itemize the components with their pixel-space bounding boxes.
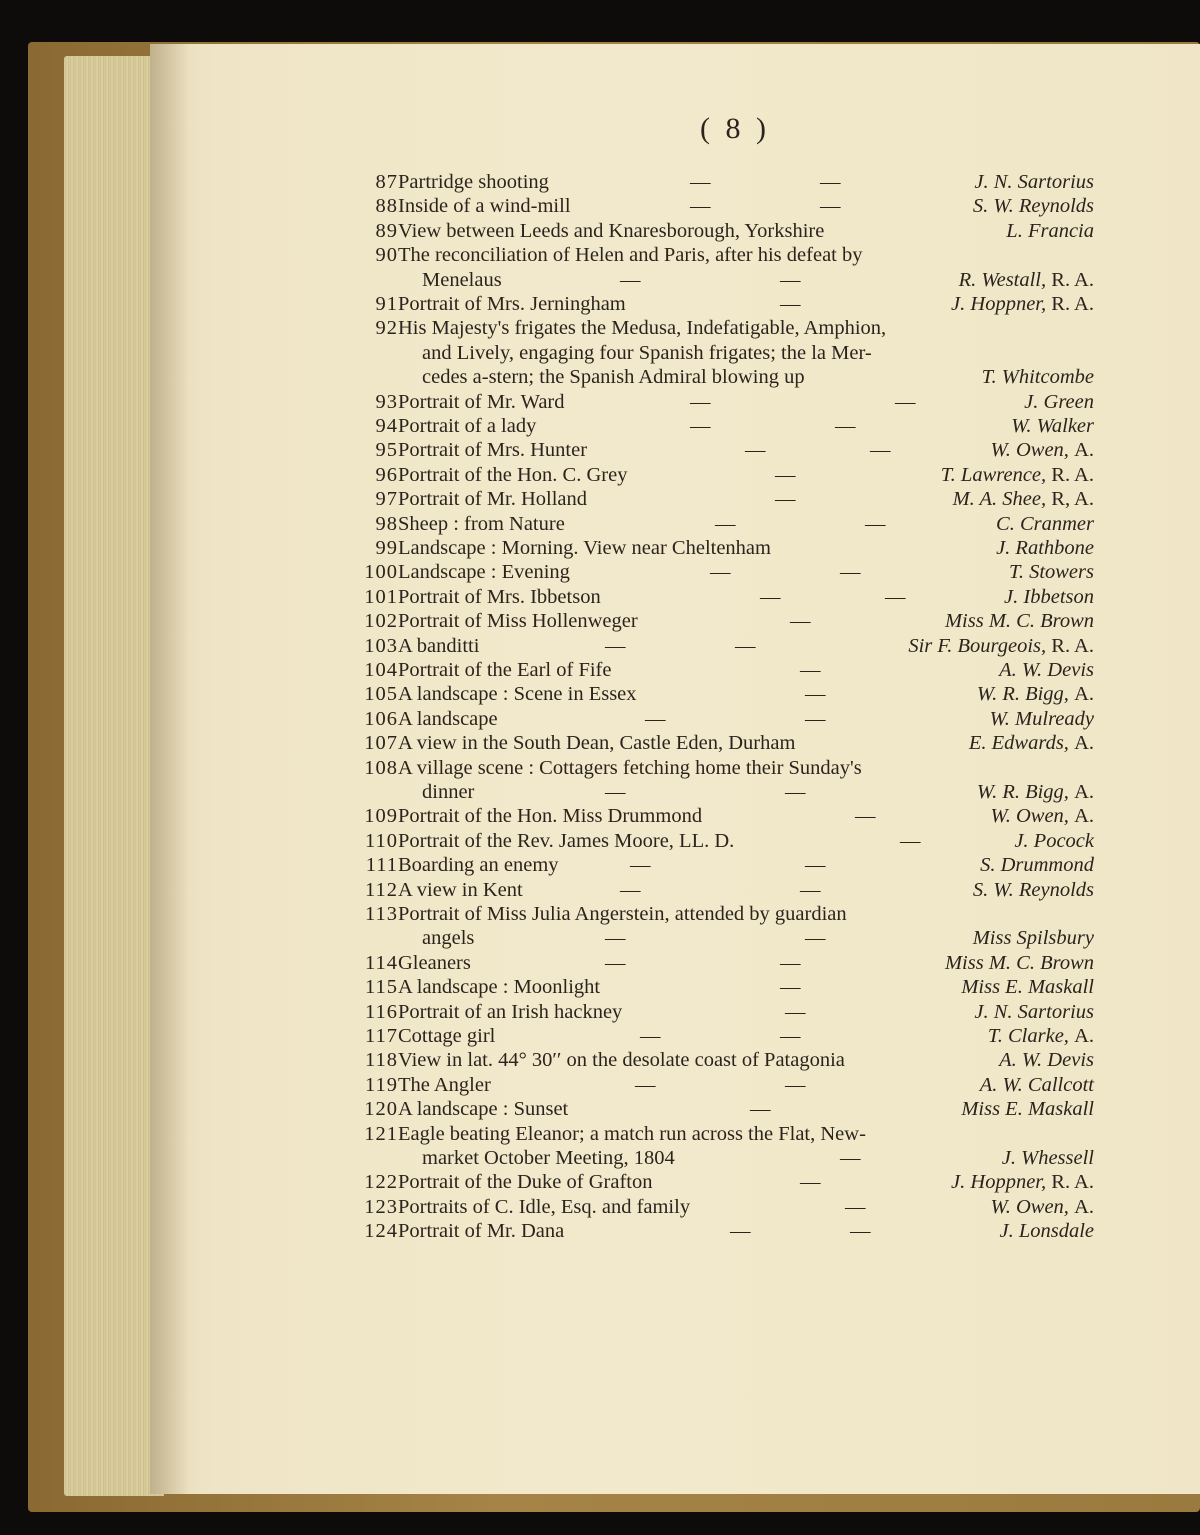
entry-title: A landscape xyxy=(398,707,498,730)
entry-number: 100 xyxy=(364,561,398,584)
entry-title: A view in the South Dean, Castle Eden, Durham xyxy=(398,732,796,755)
catalogue-entry xyxy=(330,1073,1100,1098)
entry-number: 99 xyxy=(375,537,398,559)
leader-dash: — xyxy=(805,854,826,877)
leader-dash: — xyxy=(780,293,801,315)
artist-name: M. A. Shee, xyxy=(952,488,1047,511)
artist-name: J. Hoppner, xyxy=(951,1171,1047,1194)
entry-number: 89 xyxy=(375,219,398,242)
entry-title: Portrait of Mr. Dana xyxy=(398,1220,565,1243)
entry-artist xyxy=(974,1000,1094,1025)
entry-artist xyxy=(973,878,1094,903)
entry-artist xyxy=(961,1097,1094,1122)
entry-title: Portrait of Miss Julia Angerstein, attended by guardian xyxy=(398,903,847,925)
entry-title: Portrait of Mr. Ward xyxy=(398,390,565,413)
artist-name: A. W. Devis xyxy=(999,1049,1094,1072)
artist-name: J. Lonsdale xyxy=(999,1220,1094,1243)
entry-title: Landscape : Morning. View near Cheltenham xyxy=(398,537,771,559)
entry-artist xyxy=(953,487,1094,512)
entry-artist xyxy=(990,707,1094,732)
artist-name: W. Mulready xyxy=(989,707,1094,730)
catalogue-entry xyxy=(330,951,1100,976)
artist-name: W. Owen, xyxy=(990,1195,1069,1218)
entry-title: Sheep : from Nature xyxy=(398,512,565,535)
entry-number: 117 xyxy=(365,1025,398,1047)
entry-title: Portrait of Mrs. Ibbetson xyxy=(398,585,601,608)
catalogue-entry xyxy=(330,1024,1100,1049)
entry-artist xyxy=(1011,414,1094,439)
entry-artist xyxy=(1004,585,1094,610)
entry-title: Landscape : Evening xyxy=(398,561,570,584)
leader-dash: — xyxy=(605,781,626,803)
catalogue-entry xyxy=(330,1048,1100,1073)
entry-title: Gleaners xyxy=(398,951,471,974)
catalogue-entry xyxy=(330,463,1100,488)
artist-rank: A. xyxy=(1074,1195,1094,1218)
catalogue-entry xyxy=(330,219,1100,244)
entry-artist xyxy=(991,438,1094,463)
artist-name: Sir F. Bourgeois, xyxy=(908,634,1047,657)
entry-title: Portrait of the Duke of Grafton xyxy=(398,1171,653,1194)
artist-name: S. Drummond xyxy=(980,854,1094,877)
catalogue-entry xyxy=(330,829,1100,854)
entry-title: Boarding an enemy xyxy=(398,854,559,877)
artist-name: Miss M. C. Brown xyxy=(944,610,1094,633)
leader-dash: — xyxy=(805,927,826,950)
entry-artist xyxy=(991,804,1094,829)
catalogue-entry xyxy=(330,1097,1100,1122)
catalogue-entry xyxy=(330,536,1100,561)
leader-dash: — xyxy=(690,415,711,437)
catalogue-entry xyxy=(330,194,1100,219)
artist-name: S. W. Reynolds xyxy=(972,878,1094,901)
leader-dash: — xyxy=(690,390,711,413)
leader-dash: — xyxy=(735,634,756,657)
leader-dash: — xyxy=(690,195,711,218)
entry-title: angels xyxy=(422,927,475,950)
artist-rank: R, A. xyxy=(1051,488,1094,511)
entry-title: A banditti xyxy=(398,634,480,657)
entry-number: 98 xyxy=(375,512,398,535)
leader-dash: — xyxy=(785,1000,806,1023)
leader-dash: — xyxy=(840,1147,861,1169)
leader-dash: — xyxy=(865,512,886,535)
leader-dash: — xyxy=(780,951,801,974)
leader-dash: — xyxy=(900,829,921,852)
entry-artist xyxy=(977,682,1094,707)
entry-title: Menelaus xyxy=(422,268,502,291)
catalogue-entry xyxy=(330,414,1100,439)
leader-dash: — xyxy=(605,951,626,974)
leader-dash: — xyxy=(800,878,821,901)
entry-number: 103 xyxy=(364,634,398,657)
leader-dash: — xyxy=(790,610,811,633)
page-number: ( 8 ) xyxy=(700,112,770,145)
entry-artist xyxy=(951,292,1094,317)
leader-dash: — xyxy=(745,439,766,462)
entry-number: 119 xyxy=(365,1073,398,1096)
entry-number: 118 xyxy=(365,1049,398,1072)
entry-title: Portrait of an Irish hackney xyxy=(398,1000,623,1023)
artist-rank: R. A. xyxy=(1051,293,1094,315)
entry-number: 109 xyxy=(364,805,398,828)
entry-number: 108 xyxy=(364,756,398,779)
artist-rank: R. A. xyxy=(1051,1171,1094,1194)
catalogue-entry xyxy=(330,341,1100,366)
entry-artist xyxy=(973,926,1094,951)
entry-artist xyxy=(1006,219,1094,244)
entry-title: A landscape : Sunset xyxy=(398,1098,569,1121)
leader-dash: — xyxy=(820,171,841,193)
entry-number: 104 xyxy=(364,659,398,681)
entry-artist xyxy=(982,365,1094,390)
leader-dash: — xyxy=(800,659,821,681)
entry-title: Portrait of Mrs. Hunter xyxy=(398,439,588,462)
leader-dash: — xyxy=(775,488,796,511)
entry-number: 122 xyxy=(364,1171,398,1194)
artist-name: R. Westall, xyxy=(958,268,1047,291)
entry-number: 91 xyxy=(375,293,398,315)
catalogue-entry xyxy=(330,1195,1100,1220)
leader-dash: — xyxy=(690,171,711,193)
leader-dash: — xyxy=(885,585,906,608)
entry-title: Portrait of the Rev. James Moore, LL. D. xyxy=(398,829,735,852)
catalogue-entry xyxy=(330,292,1100,317)
leader-dash: — xyxy=(605,634,626,657)
entry-number: 124 xyxy=(364,1220,398,1243)
catalogue-entry xyxy=(330,658,1100,683)
entry-number: 92 xyxy=(375,317,398,340)
entry-title: Inside of a wind-mill xyxy=(398,195,571,218)
leader-dash: — xyxy=(845,1195,866,1218)
leader-dash: — xyxy=(715,512,736,535)
artist-name: T. Stowers xyxy=(1008,561,1094,584)
entry-artist xyxy=(996,536,1094,561)
artist-rank: A. xyxy=(1074,1025,1094,1047)
artist-name: J. N. Sartorius xyxy=(974,171,1094,193)
entry-artist xyxy=(969,731,1094,756)
catalogue-entry xyxy=(330,512,1100,537)
entry-artist xyxy=(999,1219,1094,1244)
entry-title: Portraits of C. Idle, Esq. and family xyxy=(398,1195,691,1218)
catalogue-entry xyxy=(330,1219,1100,1244)
artist-name: J. N. Sartorius xyxy=(974,1000,1094,1023)
artist-rank: R. A. xyxy=(1051,268,1094,291)
leader-dash: — xyxy=(895,390,916,413)
catalogue-entry xyxy=(330,438,1100,463)
artist-name: Miss M. C. Brown xyxy=(944,951,1094,974)
entry-title: Portrait of Miss Hollenweger xyxy=(398,610,638,633)
entry-title: Portrait of a lady xyxy=(398,415,537,437)
catalogue-entry xyxy=(330,316,1100,341)
entry-artist xyxy=(980,853,1094,878)
leader-dash: — xyxy=(805,707,826,730)
leader-dash: — xyxy=(710,561,731,584)
entry-title: A view in Kent xyxy=(398,878,523,901)
artist-name: J. Ibbetson xyxy=(1004,585,1094,608)
catalogue-entry xyxy=(330,634,1100,659)
entry-number: 97 xyxy=(375,488,398,511)
leader-dash: — xyxy=(835,415,856,437)
catalogue-entry xyxy=(330,975,1100,1000)
catalogue-entry xyxy=(330,878,1100,903)
entry-title: Portrait of the Earl of Fife xyxy=(398,659,612,681)
catalogue-entry xyxy=(330,560,1100,585)
artist-name: Miss Spilsbury xyxy=(972,927,1094,950)
leader-dash: — xyxy=(620,268,641,291)
artist-rank: A. xyxy=(1074,439,1094,462)
entry-number: 106 xyxy=(364,707,398,730)
catalogue-entry xyxy=(330,609,1100,634)
catalogue-entry xyxy=(330,804,1100,829)
catalogue-entry xyxy=(330,243,1100,268)
entry-number: 87 xyxy=(375,171,398,193)
artist-name: S. W. Reynolds xyxy=(972,195,1094,218)
entry-artist xyxy=(980,1073,1094,1098)
artist-name: C. Cranmer xyxy=(996,512,1094,535)
artist-rank: R. A. xyxy=(1051,463,1094,486)
entry-title: His Majesty's frigates the Medusa, Indefatigable, Amphion, xyxy=(398,317,887,340)
catalogue-entry xyxy=(330,585,1100,610)
entry-title: Eagle beating Eleanor; a match run across the Flat, New- xyxy=(398,1122,866,1145)
entry-title: Portrait of the Hon. Miss Drummond xyxy=(398,805,703,828)
entry-title: A landscape : Moonlight xyxy=(398,976,601,999)
entry-title: and Lively, engaging four Spanish frigates; the la Mer- xyxy=(422,341,872,364)
entry-artist xyxy=(959,268,1094,293)
catalogue-entry xyxy=(330,170,1100,195)
artist-name: J. Hoppner, xyxy=(951,293,1047,315)
artist-name: W. R. Bigg, xyxy=(976,683,1069,706)
catalogue-entry xyxy=(330,390,1100,415)
entry-artist xyxy=(991,1195,1094,1220)
artist-name: W. R. Bigg, xyxy=(976,781,1069,803)
entry-title: A landscape : Scene in Essex xyxy=(398,683,637,706)
leader-dash: — xyxy=(780,1025,801,1047)
leader-dash: — xyxy=(870,439,891,462)
entry-artist xyxy=(945,609,1094,634)
entry-artist xyxy=(1009,560,1094,585)
leader-dash: — xyxy=(785,781,806,803)
artist-name: J. Whessell xyxy=(1001,1147,1094,1169)
entry-title: A village scene : Cottagers fetching home their Sunday's xyxy=(398,756,862,779)
artist-rank: R. A. xyxy=(1051,634,1094,657)
leader-dash: — xyxy=(640,1025,661,1047)
entry-artist xyxy=(1002,1146,1094,1171)
artist-name: T. Clarke, xyxy=(987,1025,1069,1047)
entry-artist xyxy=(973,194,1094,219)
entry-number: 113 xyxy=(365,903,398,925)
entry-title: Portrait of Mrs. Jerningham xyxy=(398,293,626,315)
leader-dash: — xyxy=(750,1098,771,1121)
catalogue-entry xyxy=(330,731,1100,756)
catalogue-entry xyxy=(330,902,1100,927)
artist-name: W. Owen, xyxy=(990,439,1069,462)
entry-number: 102 xyxy=(364,610,398,633)
catalogue-entry xyxy=(330,853,1100,878)
artist-name: W. Walker xyxy=(1011,415,1094,437)
leader-dash: — xyxy=(850,1220,871,1243)
entry-artist xyxy=(999,658,1094,683)
entry-title: cedes a-stern; the Spanish Admiral blowing up xyxy=(422,366,805,389)
catalogue-entry xyxy=(330,1000,1100,1025)
entry-number: 93 xyxy=(375,390,398,413)
entry-title: View between Leeds and Knaresborough, Yorkshire xyxy=(398,219,825,242)
entry-artist xyxy=(1014,829,1094,854)
leader-dash: — xyxy=(605,927,626,950)
artist-name: J. Green xyxy=(1024,390,1094,413)
artist-name: L. Francia xyxy=(1006,219,1094,242)
entry-number: 96 xyxy=(375,463,398,486)
leader-dash: — xyxy=(855,805,876,828)
artist-name: W. Owen, xyxy=(990,805,1069,828)
leader-dash: — xyxy=(645,707,666,730)
entry-number: 110 xyxy=(365,829,398,852)
artist-name: T. Lawrence, xyxy=(940,463,1047,486)
artist-name: J. Pocock xyxy=(1014,829,1094,852)
leader-dash: — xyxy=(805,683,826,706)
artist-name: E. Edwards, xyxy=(968,732,1069,755)
catalogue-entry xyxy=(330,707,1100,732)
leader-dash: — xyxy=(800,1171,821,1194)
leader-dash: — xyxy=(630,854,651,877)
catalogue-entry xyxy=(330,682,1100,707)
leader-dash: — xyxy=(775,463,796,486)
entry-number: 88 xyxy=(375,195,398,218)
artist-name: Miss E. Maskall xyxy=(961,1098,1094,1121)
entry-number: 115 xyxy=(365,976,398,999)
entry-title: Portrait of the Hon. C. Grey xyxy=(398,463,628,486)
entry-number: 95 xyxy=(375,439,398,462)
catalogue-entry xyxy=(330,1122,1100,1147)
entry-title: The Angler xyxy=(398,1073,491,1096)
catalogue-entry xyxy=(330,756,1100,781)
leader-dash: — xyxy=(840,561,861,584)
catalogue-entry xyxy=(330,926,1100,951)
artist-name: A. W. Devis xyxy=(999,659,1094,681)
leader-dash: — xyxy=(760,585,781,608)
entry-artist xyxy=(941,463,1094,488)
entry-artist xyxy=(908,634,1094,659)
entry-number: 90 xyxy=(375,244,398,267)
artist-name: J. Rathbone xyxy=(996,537,1094,559)
entry-number: 105 xyxy=(364,683,398,706)
leader-dash: — xyxy=(780,976,801,999)
entry-number: 94 xyxy=(375,415,398,437)
entry-number: 116 xyxy=(365,1000,398,1023)
entry-artist xyxy=(1024,390,1094,415)
artist-rank: A. xyxy=(1074,732,1094,755)
entry-artist xyxy=(974,170,1094,195)
artist-rank: A. xyxy=(1074,683,1094,706)
entry-number: 121 xyxy=(364,1122,398,1145)
catalogue-entry xyxy=(330,487,1100,512)
artist-name: A. W. Callcott xyxy=(979,1073,1094,1096)
entry-artist xyxy=(951,1170,1094,1195)
entry-title: dinner xyxy=(422,781,475,803)
entry-title: Cottage girl xyxy=(398,1025,496,1047)
entry-title: The reconciliation of Helen and Paris, after his defeat by xyxy=(398,244,863,267)
entry-title: Portrait of Mr. Holland xyxy=(398,488,588,511)
catalogue-entry xyxy=(330,268,1100,293)
leader-dash: — xyxy=(785,1073,806,1096)
catalogue-entry xyxy=(330,1170,1100,1195)
entry-title: market October Meeting, 1804 xyxy=(422,1147,675,1169)
entry-number: 114 xyxy=(365,951,398,974)
entry-artist xyxy=(977,780,1094,805)
leader-dash: — xyxy=(620,878,641,901)
leader-dash: — xyxy=(730,1220,751,1243)
entry-number: 101 xyxy=(364,585,398,608)
entry-title: Partridge shooting xyxy=(398,171,549,193)
artist-rank: A. xyxy=(1074,781,1094,803)
leader-dash: — xyxy=(780,268,801,291)
entry-artist xyxy=(996,512,1094,537)
entry-number: 120 xyxy=(364,1098,398,1121)
entry-artist xyxy=(999,1048,1094,1073)
leader-dash: — xyxy=(820,195,841,218)
entry-number: 112 xyxy=(365,878,398,901)
entry-artist xyxy=(988,1024,1094,1049)
catalogue-entry xyxy=(330,365,1100,390)
leader-dash: — xyxy=(635,1073,656,1096)
catalogue-entry xyxy=(330,780,1100,805)
entry-artist xyxy=(945,951,1094,976)
entry-number: 107 xyxy=(364,732,398,755)
entry-title: View in lat. 44° 30′′ on the desolate coast of Patagonia xyxy=(398,1049,845,1072)
entry-number: 111 xyxy=(365,854,398,877)
entry-artist xyxy=(961,975,1094,1000)
artist-name: T. Whitcombe xyxy=(981,366,1094,389)
artist-rank: A. xyxy=(1074,805,1094,828)
catalogue-entry xyxy=(330,1146,1100,1171)
entry-number: 123 xyxy=(364,1195,398,1218)
artist-name: Miss E. Maskall xyxy=(961,976,1094,999)
